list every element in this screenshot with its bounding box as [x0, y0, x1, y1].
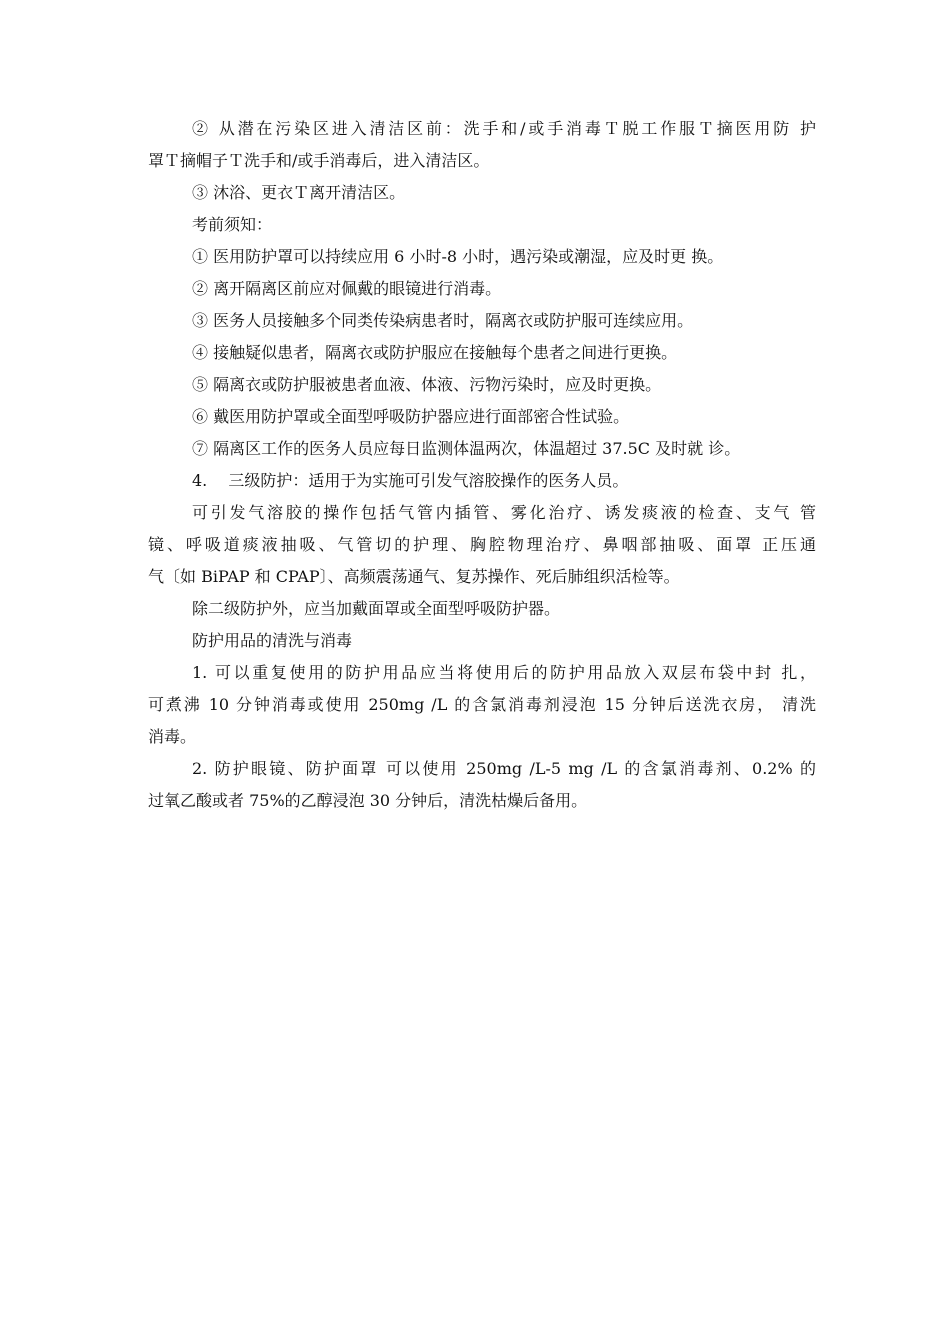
list-item: ① 医用防护罩可以持续应用 6 小时-8 小时，遇污染或潮湿，应及时更 换。 [192, 247, 724, 266]
text-line: 消毒。 [148, 727, 197, 746]
document-body [148, 113, 816, 817]
list-item: ⑤ 隔离衣或防护服被患者血液、体液、污物污染时，应及时更换。 [192, 375, 662, 394]
text-line: 2. 防护眼镜、防护面罩 可以使用 250mg /L-5 mg /L 的含氯消毒剂、0.2% 的 [192, 759, 816, 778]
text-line: 镜、呼吸道痰液抽吸、气管切的护理、胸腔物理治疗、鼻咽部抽吸、面罩 正压通 [148, 535, 816, 554]
list-item: ⑥ 戴医用防护罩或全面型呼吸防护器应进行面部密合性试验。 [192, 407, 630, 426]
text-line: ③ 沐浴、更衣Ｔ离开清洁区。 [192, 183, 406, 202]
text-line: 过氧乙酸或者 75%的乙醇浸泡 30 分钟后，清洗枯燥后备用。 [148, 791, 588, 810]
list-item: ⑦ 隔离区工作的医务人员应每日监测体温两次，体温超过 37.5C 及时就 诊。 [192, 439, 741, 458]
text-line: ② 从潜在污染区进入清洁区前：洗手和/或手消毒Ｔ脱工作服Ｔ摘医用防 护 [192, 119, 816, 138]
text-line: 1. 可以重复使用的防护用品应当将使用后的防护用品放入双层布袋中封 扎， [192, 663, 816, 682]
list-item: ④ 接触疑似患者，隔离衣或防护服应在接触每个患者之间进行更换。 [192, 343, 678, 362]
section-heading: 4. 三级防护：适用于为实施可引发气溶胶操作的医务人员。 [192, 471, 629, 490]
text-line: 可引发气溶胶的操作包括气管内插管、雾化治疗、诱发痰液的检查、支气 管 [192, 503, 816, 522]
list-item: ② 离开隔离区前应对佩戴的眼镜进行消毒。 [192, 279, 502, 298]
section-label: 考前须知： [192, 215, 273, 234]
text-line: 罩Ｔ摘帽子Ｔ洗手和/或手消毒后，进入清洁区。 [148, 151, 490, 170]
text-line: 气〔如 BiPAP 和 CPAP〕、高频震荡通气、复苏操作、死后肺组织活检等。 [148, 567, 680, 586]
section-heading: 防护用品的清洗与消毒 [192, 631, 353, 650]
list-item: ③ 医务人员接触多个同类传染病患者时，隔离衣或防护服可连续应用。 [192, 311, 694, 330]
text-line: 可煮沸 10 分钟消毒或使用 250mg /L 的含氯消毒剂浸泡 15 分钟后送洗衣房， 清洗 [148, 695, 816, 714]
text-line: 除二级防护外，应当加戴面罩或全面型呼吸防护器。 [192, 599, 561, 618]
